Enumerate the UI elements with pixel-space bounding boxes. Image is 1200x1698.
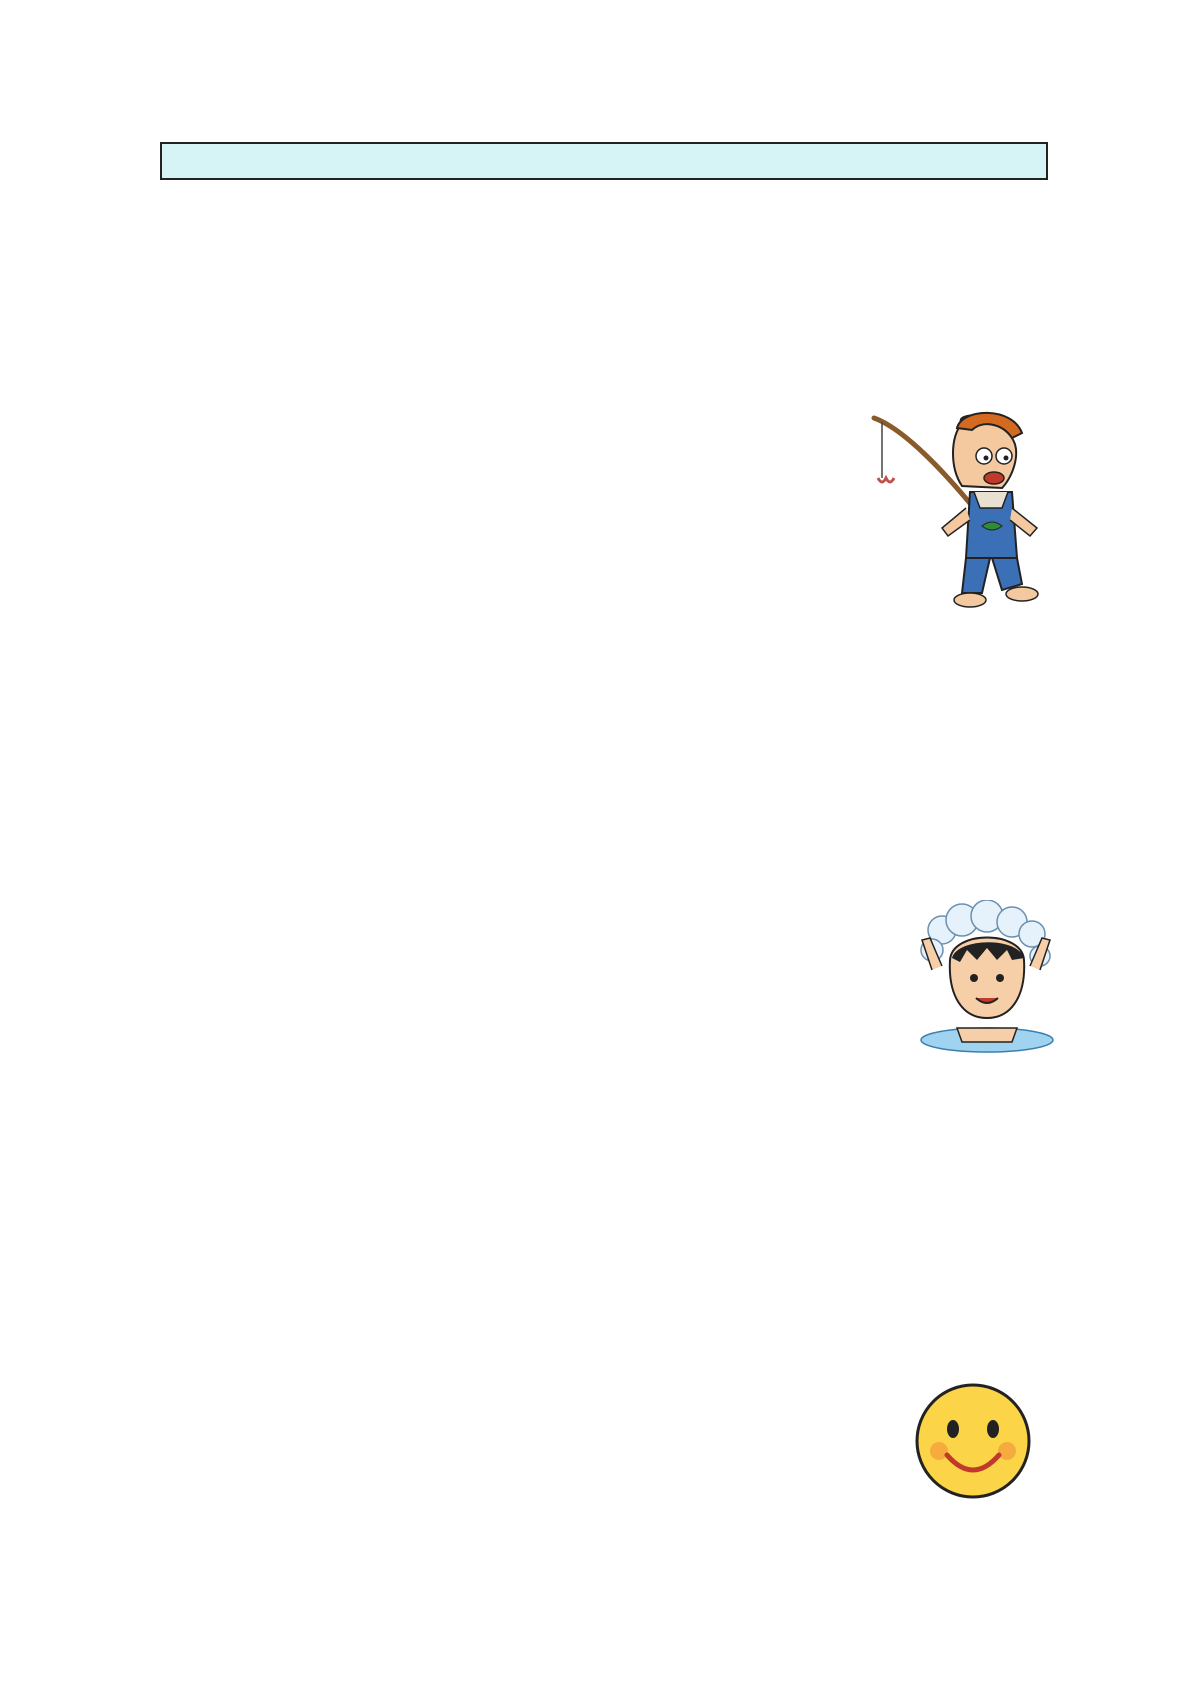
fisher-boy-illustration: [862, 408, 1062, 620]
smiling-sun-illustration: [878, 1346, 1068, 1536]
bathing-boy-illustration: [912, 900, 1057, 1058]
title-box: [160, 142, 1048, 180]
